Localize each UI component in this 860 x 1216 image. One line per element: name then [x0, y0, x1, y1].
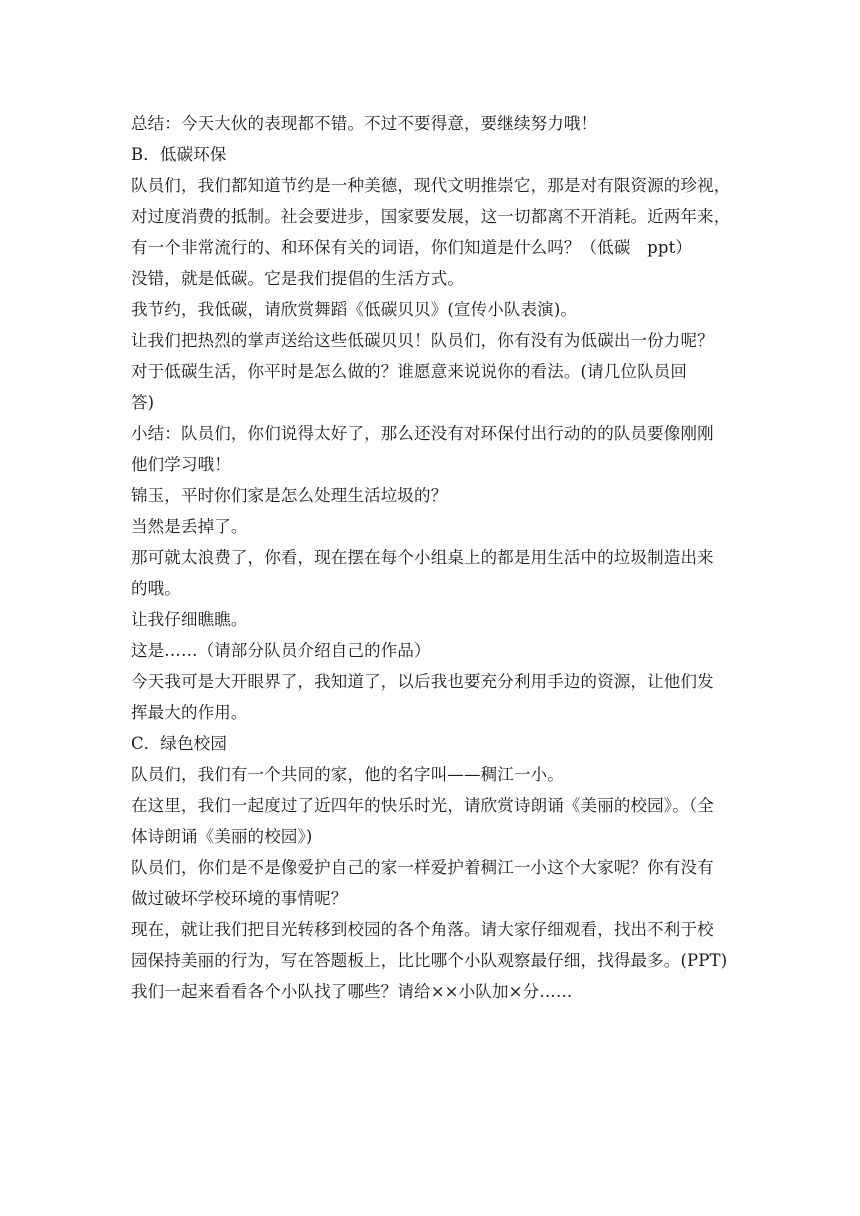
paragraph-line: 当然是丢掉了。: [131, 517, 248, 536]
paragraph-line: 队员们，你们是不是像爱护自己的家一样爱护着稠江一小这个大家呢？你有没有: [131, 858, 714, 877]
section-heading-low-carbon: B．低碳环保: [131, 145, 227, 164]
paragraph-line: 挥最大的作用。: [131, 703, 248, 722]
paragraph-line: 今天我可是大开眼界了，我知道了，以后我也要充分利用手边的资源，让他们发: [131, 672, 714, 691]
paragraph-line: 锦玉，平时你们家是怎么处理生活垃圾的？: [131, 486, 448, 505]
paragraph-line: 做过破坏学校环境的事情呢？: [131, 889, 348, 908]
paragraph-line: 小结：队员们，你们说得太好了，那么还没有对环保付出行动的的队员要像刚刚: [131, 424, 714, 443]
paragraph-line: 我们一起来看看各个小队找了哪些？请给××小队加×分……: [131, 982, 573, 1001]
paragraph-line: 队员们，我们都知道节约是一种美德，现代文明推崇它，那是对有限资源的珍视，: [131, 176, 731, 195]
section-heading-green-campus: C．绿色校园: [131, 734, 228, 753]
paragraph-line: 园保持美丽的行为，写在答题板上，比比哪个小队观察最仔细，找得最多。(PPT): [131, 951, 728, 970]
paragraph-line: 有一个非常流行的、和环保有关的词语，你们知道是什么吗？（低碳 ppt）: [131, 238, 693, 257]
paragraph-line: 队员们，我们有一个共同的家，他的名字叫——稠江一小。: [131, 765, 564, 784]
paragraph-line: 他们学习哦！: [131, 455, 231, 474]
paragraph-line: 答): [131, 393, 155, 412]
paragraph-line: 让我们把热烈的掌声送给这些低碳贝贝！队员们，你有没有为低碳出一份力呢？: [131, 331, 714, 350]
paragraph-line: 的哦。: [131, 579, 181, 598]
paragraph-line: 对过度消费的抵制。社会要进步，国家要发展，这一切都离不开消耗。近两年来，: [131, 207, 731, 226]
paragraph-line: 我节约，我低碳，请欣赏舞蹈《低碳贝贝》(宣传小队表演)。: [131, 300, 578, 319]
paragraph-line: 没错，就是低碳。它是我们提倡的生活方式。: [131, 269, 464, 288]
paragraph-line: 那可就太浪费了，你看，现在摆在每个小组桌上的都是用生活中的垃圾制造出来: [131, 548, 714, 567]
paragraph-line: 这是……（请部分队员介绍自己的作品）: [131, 641, 431, 660]
paragraph-line: 对于低碳生活，你平时是怎么做的？谁愿意来说说你的看法。(请几位队员回: [131, 362, 688, 381]
summary-line: 总结：今天大伙的表现都不错。不过不要得意，要继续努力哦！: [131, 114, 598, 133]
document-body: [131, 108, 735, 1007]
paragraph-line: 让我仔细瞧瞧。: [131, 610, 248, 629]
paragraph-line: 体诗朗诵《美丽的校园》): [131, 827, 313, 846]
paragraph-line: 在这里，我们一起度过了近四年的快乐时光，请欣赏诗朗诵《美丽的校园》。（全: [131, 796, 714, 815]
paragraph-line: 现在，就让我们把目光转移到校园的各个角落。请大家仔细观看，找出不利于校: [131, 920, 714, 939]
